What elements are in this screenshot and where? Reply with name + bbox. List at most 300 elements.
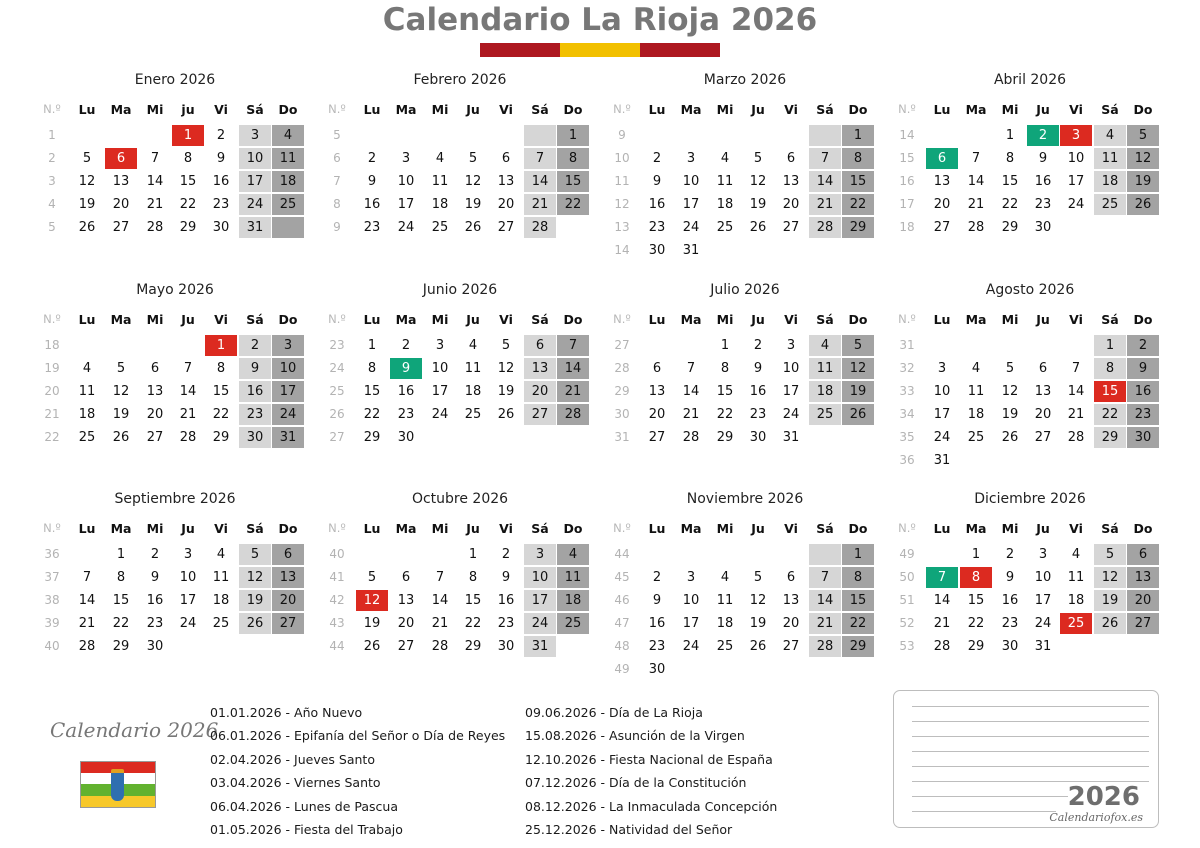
day-cell[interactable]: 29 xyxy=(212,430,230,445)
day-cell[interactable]: 23 xyxy=(648,639,666,654)
day-cell[interactable]: 9 xyxy=(150,570,160,585)
day-cell[interactable]: 9 xyxy=(1127,358,1159,379)
day-cell[interactable]: 25 xyxy=(212,616,230,631)
day-cell[interactable]: 8 xyxy=(367,361,377,376)
day-cell[interactable]: 26 xyxy=(112,430,130,445)
day-cell[interactable]: 19 xyxy=(1094,590,1126,611)
day-cell[interactable]: 3 xyxy=(272,335,304,356)
day-cell[interactable]: 26 xyxy=(1001,430,1019,445)
day-cell[interactable]: 5 xyxy=(1005,361,1015,376)
day-cell[interactable]: 5 xyxy=(468,151,478,166)
day-cell[interactable]: 18 xyxy=(464,384,482,399)
day-cell[interactable]: 18 xyxy=(78,407,96,422)
day-cell[interactable]: 19 xyxy=(749,616,767,631)
day-cell[interactable]: 10 xyxy=(524,567,556,588)
day-cell[interactable]: 18 xyxy=(967,407,985,422)
day-cell[interactable]: 5 xyxy=(842,335,874,356)
day-cell[interactable]: 11 xyxy=(716,174,734,189)
day-cell[interactable]: 5 xyxy=(1094,544,1126,565)
day-cell[interactable]: 9 xyxy=(216,151,226,166)
day-cell[interactable]: 25 xyxy=(431,220,449,235)
day-cell[interactable]: 12 xyxy=(497,361,515,376)
day-cell[interactable]: 15 xyxy=(363,384,381,399)
day-cell[interactable]: 19 xyxy=(1127,171,1159,192)
day-cell[interactable]: 21 xyxy=(967,197,985,212)
day-cell[interactable]: 4 xyxy=(1094,125,1126,146)
day-cell[interactable]: 30 xyxy=(497,639,515,654)
day-cell[interactable]: 24 xyxy=(524,613,556,634)
day-cell[interactable]: 6 xyxy=(150,361,160,376)
day-cell[interactable]: 13 xyxy=(648,384,666,399)
day-cell[interactable]: 8 xyxy=(842,567,874,588)
day-cell[interactable]: 23 xyxy=(1127,404,1159,425)
day-cell[interactable]: 22 xyxy=(1001,197,1019,212)
day-cell[interactable]: 26 xyxy=(749,639,767,654)
day-cell[interactable]: 28 xyxy=(431,639,449,654)
day-cell[interactable]: 16 xyxy=(212,174,230,189)
day-cell[interactable]: 4 xyxy=(1071,547,1081,562)
day-cell[interactable]: 22 xyxy=(112,616,130,631)
day-cell[interactable]: 19 xyxy=(1001,407,1019,422)
day-cell[interactable]: 14 xyxy=(179,384,197,399)
day-cell[interactable]: 30 xyxy=(648,662,666,677)
day-cell[interactable]: 10 xyxy=(431,361,449,376)
day-cell[interactable]: 18 xyxy=(809,381,841,402)
day-cell[interactable]: 18 xyxy=(272,171,304,192)
day-cell[interactable]: 5 xyxy=(116,361,126,376)
day-cell[interactable]: 31 xyxy=(1034,639,1052,654)
day-cell[interactable]: 28 xyxy=(809,217,841,238)
day-cell[interactable]: 14 xyxy=(682,384,700,399)
day-cell[interactable]: 3 xyxy=(524,544,556,565)
day-cell[interactable]: 7 xyxy=(809,148,841,169)
day-cell[interactable]: 10 xyxy=(933,384,951,399)
day-cell[interactable]: 27 xyxy=(524,404,556,425)
day-cell[interactable]: 29 xyxy=(716,430,734,445)
day-cell[interactable]: 28 xyxy=(179,430,197,445)
day-cell[interactable]: 10 xyxy=(682,593,700,608)
day-cell[interactable]: 9 xyxy=(652,593,662,608)
day-cell[interactable]: 27 xyxy=(1034,430,1052,445)
day-cell[interactable]: 22 xyxy=(179,197,197,212)
day-cell[interactable]: 23 xyxy=(363,220,381,235)
day-cell[interactable]: 25 xyxy=(1094,194,1126,215)
day-cell[interactable]: 17 xyxy=(272,381,304,402)
day-cell[interactable]: 25 xyxy=(716,639,734,654)
day-cell[interactable]: 15 xyxy=(716,384,734,399)
day-cell[interactable]: 6 xyxy=(105,148,137,169)
day-cell[interactable]: 11 xyxy=(557,567,589,588)
day-cell[interactable]: 22 xyxy=(716,407,734,422)
day-cell[interactable]: 24 xyxy=(239,194,271,215)
day-cell[interactable]: 17 xyxy=(397,197,415,212)
day-cell[interactable]: 26 xyxy=(749,220,767,235)
day-cell[interactable]: 31 xyxy=(524,636,556,657)
day-cell[interactable]: 7 xyxy=(809,567,841,588)
day-cell[interactable]: 4 xyxy=(971,361,981,376)
day-cell[interactable]: 9 xyxy=(501,570,511,585)
day-cell[interactable]: 2 xyxy=(150,547,160,562)
day-cell[interactable]: 17 xyxy=(524,590,556,611)
day-cell[interactable]: 6 xyxy=(786,151,796,166)
day-cell[interactable]: 5 xyxy=(753,151,763,166)
day-cell[interactable]: 13 xyxy=(524,358,556,379)
day-cell[interactable]: 21 xyxy=(179,407,197,422)
day-cell[interactable]: 29 xyxy=(1001,220,1019,235)
day-cell[interactable]: 15 xyxy=(464,593,482,608)
day-cell[interactable]: 28 xyxy=(557,404,589,425)
day-cell[interactable]: 21 xyxy=(524,194,556,215)
day-cell[interactable]: 4 xyxy=(82,361,92,376)
day-cell[interactable]: 24 xyxy=(933,430,951,445)
day-cell[interactable]: 30 xyxy=(146,639,164,654)
day-cell[interactable]: 3 xyxy=(686,570,696,585)
day-cell[interactable]: 18 xyxy=(557,590,589,611)
day-cell[interactable]: 14 xyxy=(557,358,589,379)
day-cell[interactable]: 6 xyxy=(272,544,304,565)
day-cell[interactable]: 2 xyxy=(501,547,511,562)
day-cell[interactable]: 27 xyxy=(782,220,800,235)
day-cell[interactable]: 1 xyxy=(720,338,730,353)
day-cell[interactable]: 6 xyxy=(524,335,556,356)
day-cell[interactable]: 23 xyxy=(212,197,230,212)
day-cell[interactable]: 6 xyxy=(1038,361,1048,376)
day-cell[interactable]: 2 xyxy=(652,570,662,585)
day-cell[interactable]: 16 xyxy=(239,381,271,402)
day-cell[interactable]: 30 xyxy=(1001,639,1019,654)
day-cell[interactable]: 1 xyxy=(1094,335,1126,356)
day-cell[interactable]: 28 xyxy=(1067,430,1085,445)
day-cell[interactable]: 23 xyxy=(146,616,164,631)
day-cell[interactable]: 8 xyxy=(842,148,874,169)
day-cell[interactable]: 13 xyxy=(933,174,951,189)
day-cell[interactable]: 16 xyxy=(363,197,381,212)
day-cell[interactable]: 7 xyxy=(557,335,589,356)
day-cell[interactable]: 9 xyxy=(652,174,662,189)
day-cell[interactable]: 10 xyxy=(1067,151,1085,166)
day-cell[interactable]: 6 xyxy=(1127,544,1159,565)
day-cell[interactable]: 15 xyxy=(557,171,589,192)
day-cell[interactable]: 15 xyxy=(967,593,985,608)
day-cell[interactable]: 1 xyxy=(842,125,874,146)
day-cell[interactable]: 10 xyxy=(239,148,271,169)
day-cell[interactable]: 6 xyxy=(652,361,662,376)
day-cell[interactable]: 20 xyxy=(933,197,951,212)
day-cell[interactable]: 17 xyxy=(933,407,951,422)
day-cell[interactable]: 24 xyxy=(397,220,415,235)
day-cell[interactable]: 28 xyxy=(933,639,951,654)
day-cell[interactable]: 25 xyxy=(78,430,96,445)
day-cell[interactable]: 23 xyxy=(749,407,767,422)
day-cell[interactable]: 27 xyxy=(272,613,304,634)
day-cell[interactable]: 19 xyxy=(112,407,130,422)
day-cell[interactable]: 5 xyxy=(82,151,92,166)
day-cell[interactable]: 3 xyxy=(686,151,696,166)
day-cell[interactable]: 7 xyxy=(1071,361,1081,376)
day-cell[interactable]: 19 xyxy=(842,381,874,402)
day-cell[interactable]: 6 xyxy=(786,570,796,585)
day-cell[interactable]: 15 xyxy=(112,593,130,608)
day-cell[interactable]: 15 xyxy=(179,174,197,189)
day-cell[interactable]: 24 xyxy=(1067,197,1085,212)
day-cell[interactable]: 8 xyxy=(116,570,126,585)
day-cell[interactable]: 13 xyxy=(782,593,800,608)
day-cell[interactable]: 8 xyxy=(183,151,193,166)
day-cell[interactable]: 13 xyxy=(1127,567,1159,588)
day-cell[interactable]: 21 xyxy=(557,381,589,402)
day-cell[interactable]: 17 xyxy=(239,171,271,192)
day-cell[interactable]: 29 xyxy=(464,639,482,654)
day-cell[interactable]: 21 xyxy=(682,407,700,422)
day-cell[interactable]: 19 xyxy=(749,197,767,212)
day-cell[interactable]: 3 xyxy=(937,361,947,376)
day-cell[interactable]: 30 xyxy=(397,430,415,445)
day-cell[interactable]: 18 xyxy=(1067,593,1085,608)
day-cell[interactable]: 30 xyxy=(749,430,767,445)
day-cell[interactable]: 24 xyxy=(431,407,449,422)
day-cell[interactable]: 21 xyxy=(1067,407,1085,422)
day-cell[interactable]: 20 xyxy=(782,197,800,212)
day-cell[interactable]: 10 xyxy=(1034,570,1052,585)
day-cell[interactable]: 17 xyxy=(179,593,197,608)
day-cell[interactable]: 22 xyxy=(212,407,230,422)
day-cell[interactable]: 15 xyxy=(842,590,874,611)
day-cell[interactable]: 13 xyxy=(112,174,130,189)
day-cell[interactable]: 27 xyxy=(1127,613,1159,634)
day-cell[interactable]: 13 xyxy=(272,567,304,588)
day-cell[interactable]: 12 xyxy=(464,174,482,189)
day-cell[interactable]: 20 xyxy=(524,381,556,402)
day-cell[interactable]: 23 xyxy=(397,407,415,422)
day-cell[interactable]: 31 xyxy=(239,217,271,238)
day-cell[interactable]: 14 xyxy=(967,174,985,189)
notes-box[interactable] xyxy=(893,690,1159,828)
day-cell[interactable]: 14 xyxy=(809,590,841,611)
day-cell[interactable]: 26 xyxy=(1127,194,1159,215)
day-cell[interactable]: 1 xyxy=(971,547,981,562)
day-cell[interactable]: 7 xyxy=(926,567,958,588)
day-cell[interactable]: 31 xyxy=(933,453,951,468)
day-cell[interactable]: 11 xyxy=(464,361,482,376)
day-cell[interactable]: 26 xyxy=(842,404,874,425)
day-cell[interactable]: 19 xyxy=(78,197,96,212)
day-cell[interactable]: 3 xyxy=(1038,547,1048,562)
day-cell[interactable]: 30 xyxy=(648,243,666,258)
day-cell[interactable]: 2 xyxy=(1027,125,1059,146)
day-cell[interactable]: 13 xyxy=(497,174,515,189)
day-cell[interactable]: 14 xyxy=(933,593,951,608)
day-cell[interactable]: 7 xyxy=(435,570,445,585)
day-cell[interactable]: 27 xyxy=(112,220,130,235)
day-cell[interactable]: 26 xyxy=(363,639,381,654)
day-cell[interactable]: 28 xyxy=(78,639,96,654)
day-cell[interactable]: 15 xyxy=(1094,381,1126,402)
day-cell[interactable]: 22 xyxy=(967,616,985,631)
day-cell[interactable]: 26 xyxy=(239,613,271,634)
day-cell[interactable]: 29 xyxy=(179,220,197,235)
day-cell[interactable]: 17 xyxy=(431,384,449,399)
day-cell[interactable]: 5 xyxy=(239,544,271,565)
day-cell[interactable]: 1 xyxy=(367,338,377,353)
day-cell[interactable]: 29 xyxy=(842,636,874,657)
day-cell[interactable]: 12 xyxy=(356,590,388,611)
day-cell[interactable]: 12 xyxy=(239,567,271,588)
day-cell[interactable]: 9 xyxy=(239,358,271,379)
day-cell[interactable]: 12 xyxy=(1094,567,1126,588)
day-cell[interactable]: 15 xyxy=(212,384,230,399)
day-cell[interactable]: 13 xyxy=(397,593,415,608)
day-cell[interactable]: 20 xyxy=(146,407,164,422)
day-cell[interactable]: 20 xyxy=(497,197,515,212)
day-cell[interactable]: 4 xyxy=(720,151,730,166)
day-cell[interactable]: 11 xyxy=(967,384,985,399)
day-cell[interactable]: 12 xyxy=(842,358,874,379)
day-cell[interactable]: 21 xyxy=(809,194,841,215)
day-cell[interactable]: 27 xyxy=(146,430,164,445)
day-cell[interactable]: 23 xyxy=(648,220,666,235)
day-cell[interactable]: 25 xyxy=(967,430,985,445)
day-cell[interactable]: 26 xyxy=(497,407,515,422)
day-cell[interactable]: 31 xyxy=(272,427,304,448)
day-cell[interactable]: 4 xyxy=(557,544,589,565)
day-cell[interactable]: 10 xyxy=(782,361,800,376)
day-cell[interactable]: 7 xyxy=(971,151,981,166)
day-cell[interactable]: 25 xyxy=(464,407,482,422)
day-cell[interactable]: 25 xyxy=(1060,613,1092,634)
day-cell[interactable]: 20 xyxy=(1127,590,1159,611)
day-cell[interactable]: 11 xyxy=(431,174,449,189)
day-cell[interactable]: 3 xyxy=(1060,125,1092,146)
day-cell[interactable]: 1 xyxy=(205,335,237,356)
day-cell[interactable]: 10 xyxy=(272,358,304,379)
day-cell[interactable]: 28 xyxy=(809,636,841,657)
day-cell[interactable]: 3 xyxy=(786,338,796,353)
day-cell[interactable]: 7 xyxy=(82,570,92,585)
day-cell[interactable]: 7 xyxy=(686,361,696,376)
day-cell[interactable]: 21 xyxy=(809,613,841,634)
day-cell[interactable]: 14 xyxy=(809,171,841,192)
day-cell[interactable]: 9 xyxy=(1005,570,1015,585)
day-cell[interactable]: 5 xyxy=(753,570,763,585)
day-cell[interactable]: 23 xyxy=(497,616,515,631)
day-cell[interactable]: 19 xyxy=(464,197,482,212)
day-cell[interactable]: 12 xyxy=(1001,384,1019,399)
day-cell[interactable]: 27 xyxy=(397,639,415,654)
day-cell[interactable]: 12 xyxy=(112,384,130,399)
day-cell[interactable]: 25 xyxy=(809,404,841,425)
day-cell[interactable]: 1 xyxy=(468,547,478,562)
day-cell[interactable]: 4 xyxy=(216,547,226,562)
day-cell[interactable]: 20 xyxy=(112,197,130,212)
day-cell[interactable]: 28 xyxy=(967,220,985,235)
day-cell[interactable]: 11 xyxy=(272,148,304,169)
day-cell[interactable]: 22 xyxy=(842,613,874,634)
day-cell[interactable]: 6 xyxy=(926,148,958,169)
day-cell[interactable]: 12 xyxy=(78,174,96,189)
day-cell[interactable]: 2 xyxy=(753,338,763,353)
day-cell[interactable]: 4 xyxy=(809,335,841,356)
day-cell[interactable]: 4 xyxy=(272,125,304,146)
day-cell[interactable]: 11 xyxy=(1067,570,1085,585)
day-cell[interactable]: 23 xyxy=(1001,616,1019,631)
day-cell[interactable]: 13 xyxy=(1034,384,1052,399)
day-cell[interactable]: 30 xyxy=(239,427,271,448)
day-cell[interactable]: 11 xyxy=(809,358,841,379)
day-cell[interactable]: 14 xyxy=(431,593,449,608)
day-cell[interactable]: 26 xyxy=(464,220,482,235)
day-cell[interactable]: 18 xyxy=(716,197,734,212)
day-cell[interactable]: 26 xyxy=(1094,613,1126,634)
day-cell[interactable]: 5 xyxy=(501,338,511,353)
day-cell[interactable]: 12 xyxy=(1127,148,1159,169)
day-cell[interactable]: 16 xyxy=(1127,381,1159,402)
day-cell[interactable]: 5 xyxy=(1127,125,1159,146)
day-cell[interactable]: 11 xyxy=(716,593,734,608)
day-cell[interactable]: 8 xyxy=(960,567,992,588)
day-cell[interactable]: 1 xyxy=(172,125,204,146)
day-cell[interactable]: 16 xyxy=(648,197,666,212)
day-cell[interactable]: 29 xyxy=(967,639,985,654)
day-cell[interactable]: 24 xyxy=(782,407,800,422)
day-cell[interactable]: 22 xyxy=(557,194,589,215)
day-cell[interactable]: 17 xyxy=(682,616,700,631)
day-cell[interactable]: 27 xyxy=(782,639,800,654)
day-cell[interactable]: 16 xyxy=(397,384,415,399)
day-cell[interactable]: 8 xyxy=(1005,151,1015,166)
day-cell[interactable]: 28 xyxy=(682,430,700,445)
day-cell[interactable]: 3 xyxy=(183,547,193,562)
day-cell[interactable]: 4 xyxy=(435,151,445,166)
day-cell[interactable]: 1 xyxy=(557,125,589,146)
day-cell[interactable]: 29 xyxy=(842,217,874,238)
day-cell[interactable]: 13 xyxy=(782,174,800,189)
day-cell[interactable]: 22 xyxy=(1094,404,1126,425)
day-cell[interactable]: 2 xyxy=(239,335,271,356)
day-cell[interactable]: 20 xyxy=(1034,407,1052,422)
day-cell[interactable]: 27 xyxy=(648,430,666,445)
day-cell[interactable]: 19 xyxy=(363,616,381,631)
day-cell[interactable]: 16 xyxy=(749,384,767,399)
day-cell[interactable]: 24 xyxy=(1034,616,1052,631)
day-cell[interactable]: 26 xyxy=(78,220,96,235)
day-cell[interactable]: 25 xyxy=(272,194,304,215)
day-cell[interactable]: 13 xyxy=(146,384,164,399)
day-cell[interactable]: 31 xyxy=(682,243,700,258)
day-cell[interactable]: 19 xyxy=(239,590,271,611)
day-cell[interactable]: 28 xyxy=(524,217,556,238)
day-cell[interactable]: 3 xyxy=(401,151,411,166)
day-cell[interactable]: 2 xyxy=(652,151,662,166)
day-cell[interactable]: 14 xyxy=(524,171,556,192)
day-cell[interactable]: 25 xyxy=(716,220,734,235)
day-cell[interactable]: 1 xyxy=(1005,128,1015,143)
day-cell[interactable]: 9 xyxy=(1038,151,1048,166)
day-cell[interactable]: 21 xyxy=(146,197,164,212)
day-cell[interactable]: 16 xyxy=(1034,174,1052,189)
day-cell[interactable]: 18 xyxy=(1094,171,1126,192)
day-cell[interactable]: 27 xyxy=(497,220,515,235)
day-cell[interactable]: 27 xyxy=(933,220,951,235)
day-cell[interactable]: 8 xyxy=(468,570,478,585)
day-cell[interactable]: 18 xyxy=(716,616,734,631)
day-cell[interactable]: 29 xyxy=(112,639,130,654)
day-cell[interactable]: 16 xyxy=(497,593,515,608)
day-cell[interactable]: 14 xyxy=(78,593,96,608)
day-cell[interactable]: 7 xyxy=(183,361,193,376)
day-cell[interactable]: 10 xyxy=(179,570,197,585)
day-cell[interactable]: 20 xyxy=(648,407,666,422)
day-cell[interactable]: 20 xyxy=(397,616,415,631)
